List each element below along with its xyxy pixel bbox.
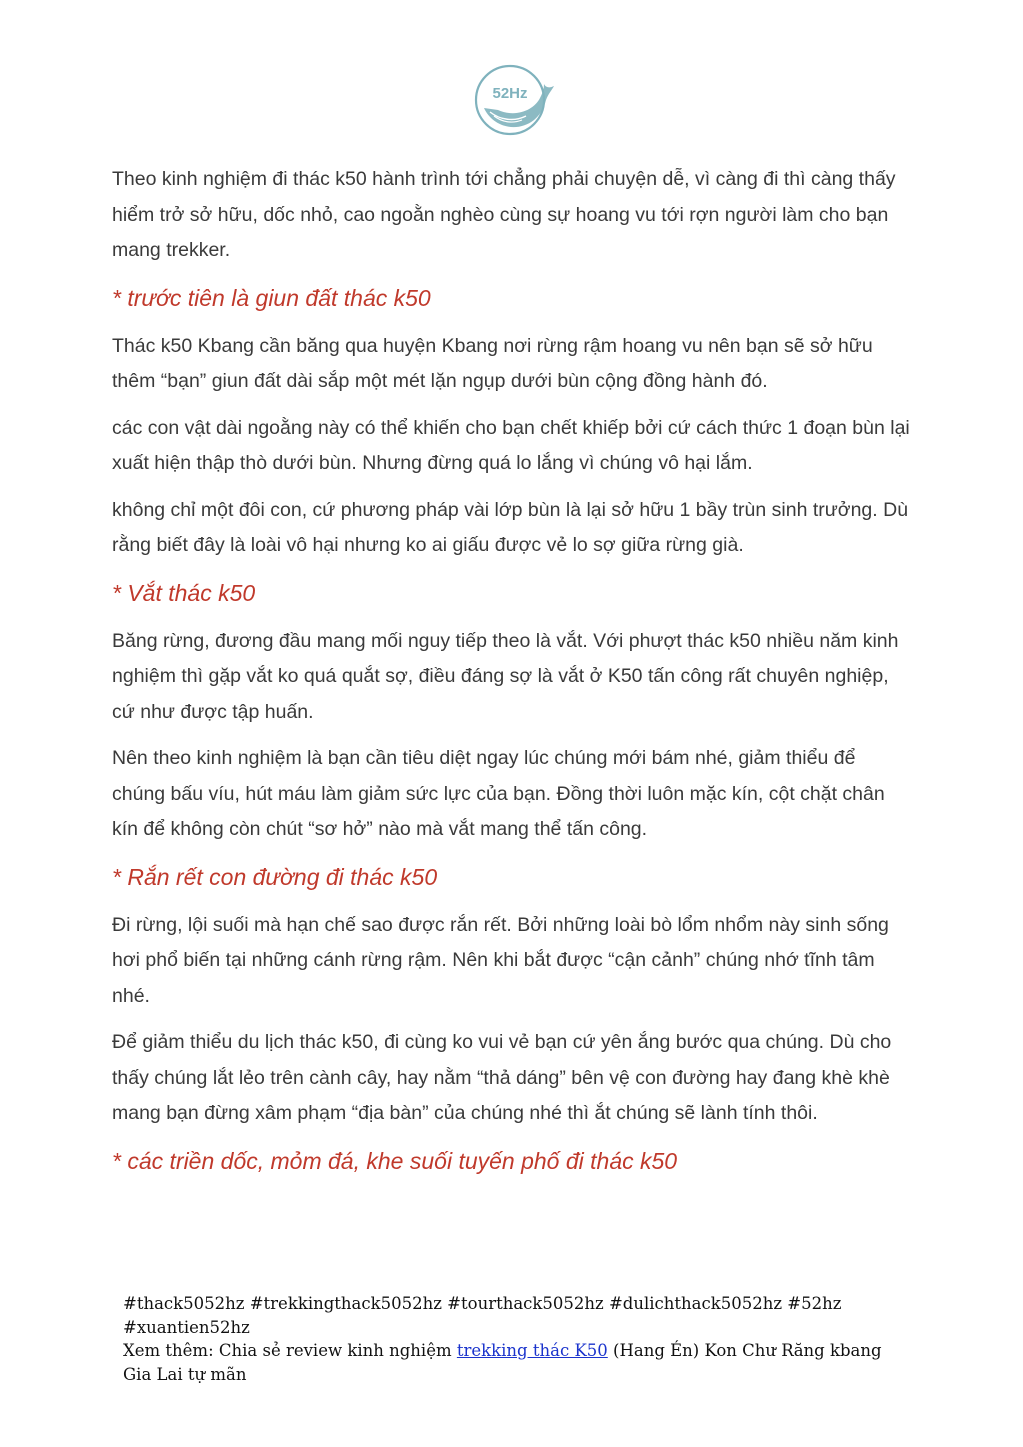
footer (123, 1292, 913, 1386)
heading-earthworm: * trước tiên là giun đất thác k50 (112, 284, 431, 311)
paragraph-earthworm-3: không chỉ một đôi con, cứ phương pháp vài lớp bùn là lại sở hữu 1 bầy trùn sinh trưởng. Dù rằng biết đây là loài vô hại nhưng ko ai giấu được vẻ lo sợ giữa rừng già. (112, 498, 909, 556)
heading-snakes: * Rắn rết con đường đi thác k50 (112, 863, 438, 890)
see-more-prefix: Xem thêm: Chia sẻ review kinh nghiệm (123, 1341, 457, 1360)
paragraph-snakes-1: Đi rừng, lội suối mà hạn chế sao được rắn rết. Bởi những loài bò lổm nhổm này sinh sống hơi phổ biến tại những cánh rừng rậm. Nên khi bắt được “cận cảnh” chúng nhớ tĩnh tâm nhé. (112, 913, 889, 1007)
paragraph-leech-1: Băng rừng, đương đầu mang mối nguy tiếp theo là vắt. Với phượt thác k50 nhiều năm kinh nghiệm thì gặp vắt ko quá quắt sợ, điều đáng sợ là vắt ở K50 tấn công rất chuyên nghiệp, cứ như được tập huấn. (112, 629, 899, 723)
paragraph-snakes-2: Để giảm thiểu du lịch thác k50, đi cùng ko vui vẻ bạn cứ yên ắng bước qua chúng. Dù cho thấy chúng lắt lẻo trên cành cây, hay nằm “thả dáng” bên vệ con đường hay đang khè khè mang bạn đừng xâm phạm “địa bàn” của chúng nhé thì ắt chúng sẽ lành tính thôi. (112, 1031, 892, 1124)
article-body (112, 162, 912, 1192)
logo-text: 52Hz (492, 85, 528, 102)
paragraph-intro: Theo kinh nghiệm đi thác k50 hành trình tới chẳng phải chuyện dễ, vì càng đi thì càng thấy hiểm trở sở hữu, dốc nhỏ, cao ngoằn nghèo cùng sự hoang vu tới rợn người làm cho bạn mang trekker. (112, 168, 896, 261)
heading-leech: * Vắt thác k50 (112, 579, 256, 606)
paragraph-earthworm-2: các con vật dài ngoằng này có thể khiến cho bạn chết khiếp bởi cứ cách thức 1 đoạn bùn lại xuất hiện thập thò dưới bùn. Nhưng đừng quá lo lắng vì chúng vô hại lắm. (112, 416, 910, 474)
paragraph-leech-2: Nên theo kinh nghiệm là bạn cần tiêu diệt ngay lúc chúng mới bám nhé, giảm thiểu để chúng bấu víu, hút máu làm giảm sức lực của bạn. Đồng thời luôn mặc kín, cột chặt chân kín để không còn chút “sơ hở” nào mà vắt mang thể tấn công. (112, 747, 885, 840)
heading-slopes: * các triền dốc, mỏm đá, khe suối tuyến phố đi thác k50 (112, 1147, 678, 1174)
paragraph-earthworm-1: Thác k50 Kbang cần băng qua huyện Kbang nơi rừng rậm hoang vu nên bạn sẽ sở hữu thêm “bạn” giun đất dài sắp một mét lặn ngụp dưới bùn cộng đồng hành đó. (112, 334, 873, 392)
see-more-suffix: (Hang Én) Kon Chư Răng kbang Gia Lai tự mãn (123, 1341, 882, 1384)
hashtags: #thack5052hz #trekkingthack5052hz #tourthack5052hz #dulichthack5052hz #52hz #xuantien52hz (123, 1294, 842, 1337)
52hz-whale-logo (470, 60, 556, 146)
trekking-link[interactable]: trekking thác K50 (456, 1341, 608, 1360)
see-more-line (123, 1339, 913, 1386)
